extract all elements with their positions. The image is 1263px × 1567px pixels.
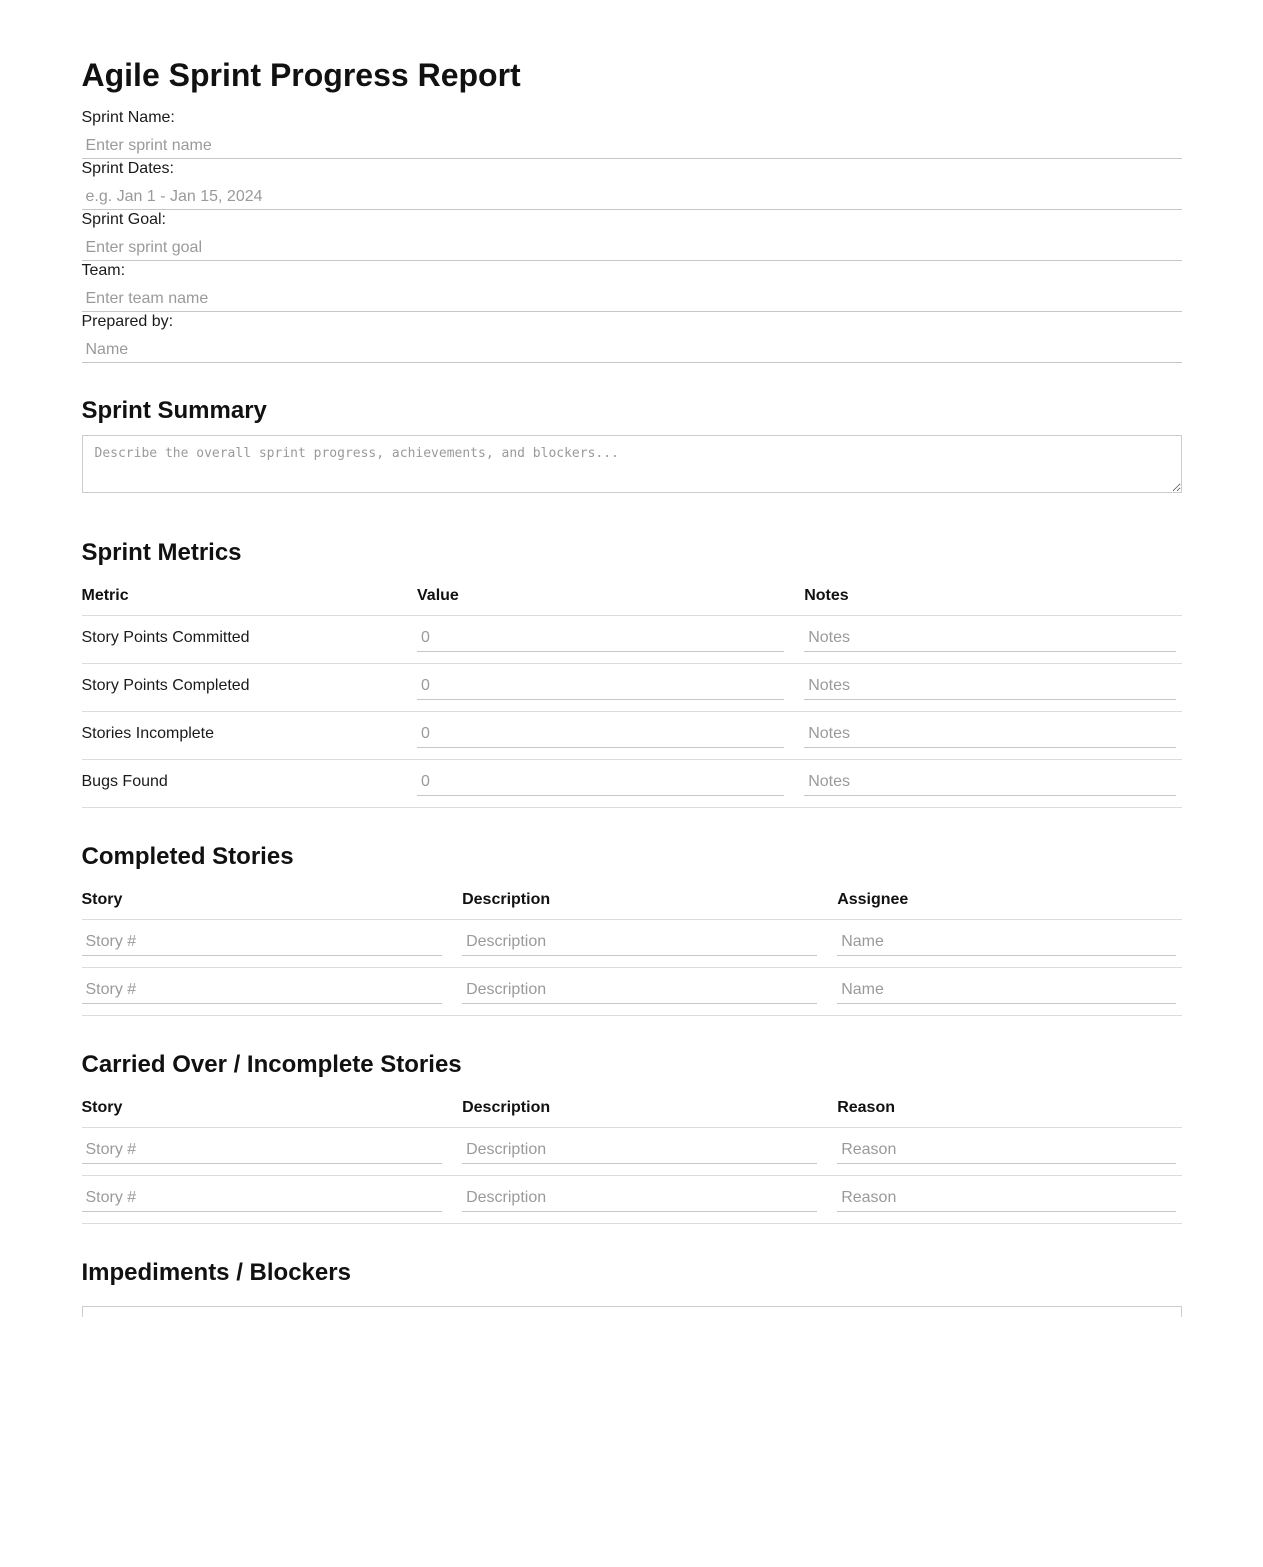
field-sprint-goal [82, 210, 1182, 261]
field-team [82, 261, 1182, 312]
table-row [82, 616, 1182, 664]
impediments-heading: Impediments / Blockers [81, 1259, 351, 1286]
sprint-metrics-table [82, 586, 1182, 808]
carried-over-header-row [82, 1098, 1182, 1128]
table-row [82, 920, 1182, 968]
carried-story-description-input[interactable] [462, 1140, 817, 1164]
table-row [82, 968, 1182, 1016]
carried-story-reason-input[interactable] [837, 1140, 1175, 1164]
carried-story-reason-input[interactable] [837, 1188, 1175, 1212]
sprint-summary-heading: Sprint Summary [81, 397, 267, 424]
metric-notes-input[interactable] [804, 772, 1175, 796]
carried-over-table [82, 1098, 1182, 1224]
completed-stories-table [82, 890, 1182, 1016]
metric-value-input[interactable] [417, 724, 784, 748]
metric-value-input[interactable] [417, 628, 784, 652]
table-row [82, 1128, 1182, 1176]
metric-notes-input[interactable] [804, 724, 1175, 748]
team-label: Team: [81, 262, 126, 279]
metrics-col-metric: Metric [82, 586, 418, 616]
carried-story-id-input[interactable] [82, 1140, 443, 1164]
completed-stories-header-row [82, 890, 1182, 920]
prepared-by-label: Prepared by: [81, 313, 174, 330]
metric-notes-input[interactable] [804, 628, 1175, 652]
completed-story-assignee-input[interactable] [837, 932, 1175, 956]
metric-notes-input[interactable] [804, 676, 1175, 700]
carried-col-reason: Reason [837, 1098, 1181, 1128]
completed-stories-heading: Completed Stories [81, 843, 294, 870]
completed-story-id-input[interactable] [82, 980, 443, 1004]
field-sprint-name [82, 108, 1182, 159]
team-input[interactable] [82, 281, 1182, 312]
sprint-dates-input[interactable] [82, 179, 1182, 210]
carried-over-heading: Carried Over / Incomplete Stories [81, 1051, 462, 1078]
sprint-goal-label: Sprint Goal: [81, 211, 166, 228]
metrics-col-notes: Notes [804, 586, 1181, 616]
metric-label: Story Points Committed [82, 616, 418, 664]
sprint-dates-label: Sprint Dates: [81, 160, 174, 177]
metrics-col-value: Value [417, 586, 804, 616]
completed-story-assignee-input[interactable] [837, 980, 1175, 1004]
prepared-by-input[interactable] [82, 332, 1182, 363]
completed-col-story: Story [82, 890, 463, 920]
impediments-textarea[interactable] [82, 1306, 1182, 1317]
sprint-metrics-heading: Sprint Metrics [81, 539, 242, 566]
table-row [82, 760, 1182, 808]
table-row [82, 1176, 1182, 1224]
metric-label: Story Points Completed [82, 664, 418, 712]
page-title: Agile Sprint Progress Report [81, 57, 521, 93]
sprint-name-input[interactable] [82, 128, 1182, 159]
carried-story-description-input[interactable] [462, 1188, 817, 1212]
completed-col-assignee: Assignee [837, 890, 1181, 920]
carried-story-id-input[interactable] [82, 1188, 443, 1212]
sprint-summary-textarea[interactable] [82, 435, 1182, 493]
completed-story-description-input[interactable] [462, 932, 817, 956]
carried-col-story: Story [82, 1098, 463, 1128]
metric-label: Bugs Found [82, 760, 418, 808]
carried-col-description: Description [462, 1098, 837, 1128]
table-row [82, 712, 1182, 760]
table-row [82, 664, 1182, 712]
completed-col-description: Description [462, 890, 837, 920]
metric-value-input[interactable] [417, 772, 784, 796]
metric-value-input[interactable] [417, 676, 784, 700]
completed-story-id-input[interactable] [82, 932, 443, 956]
field-prepared-by [82, 312, 1182, 363]
sprint-goal-input[interactable] [82, 230, 1182, 261]
metric-label: Stories Incomplete [82, 712, 418, 760]
sprint-name-label: Sprint Name: [81, 109, 175, 126]
metrics-header-row [82, 586, 1182, 616]
sprint-report-page [82, 0, 1182, 1317]
field-sprint-dates [82, 159, 1182, 210]
completed-story-description-input[interactable] [462, 980, 817, 1004]
